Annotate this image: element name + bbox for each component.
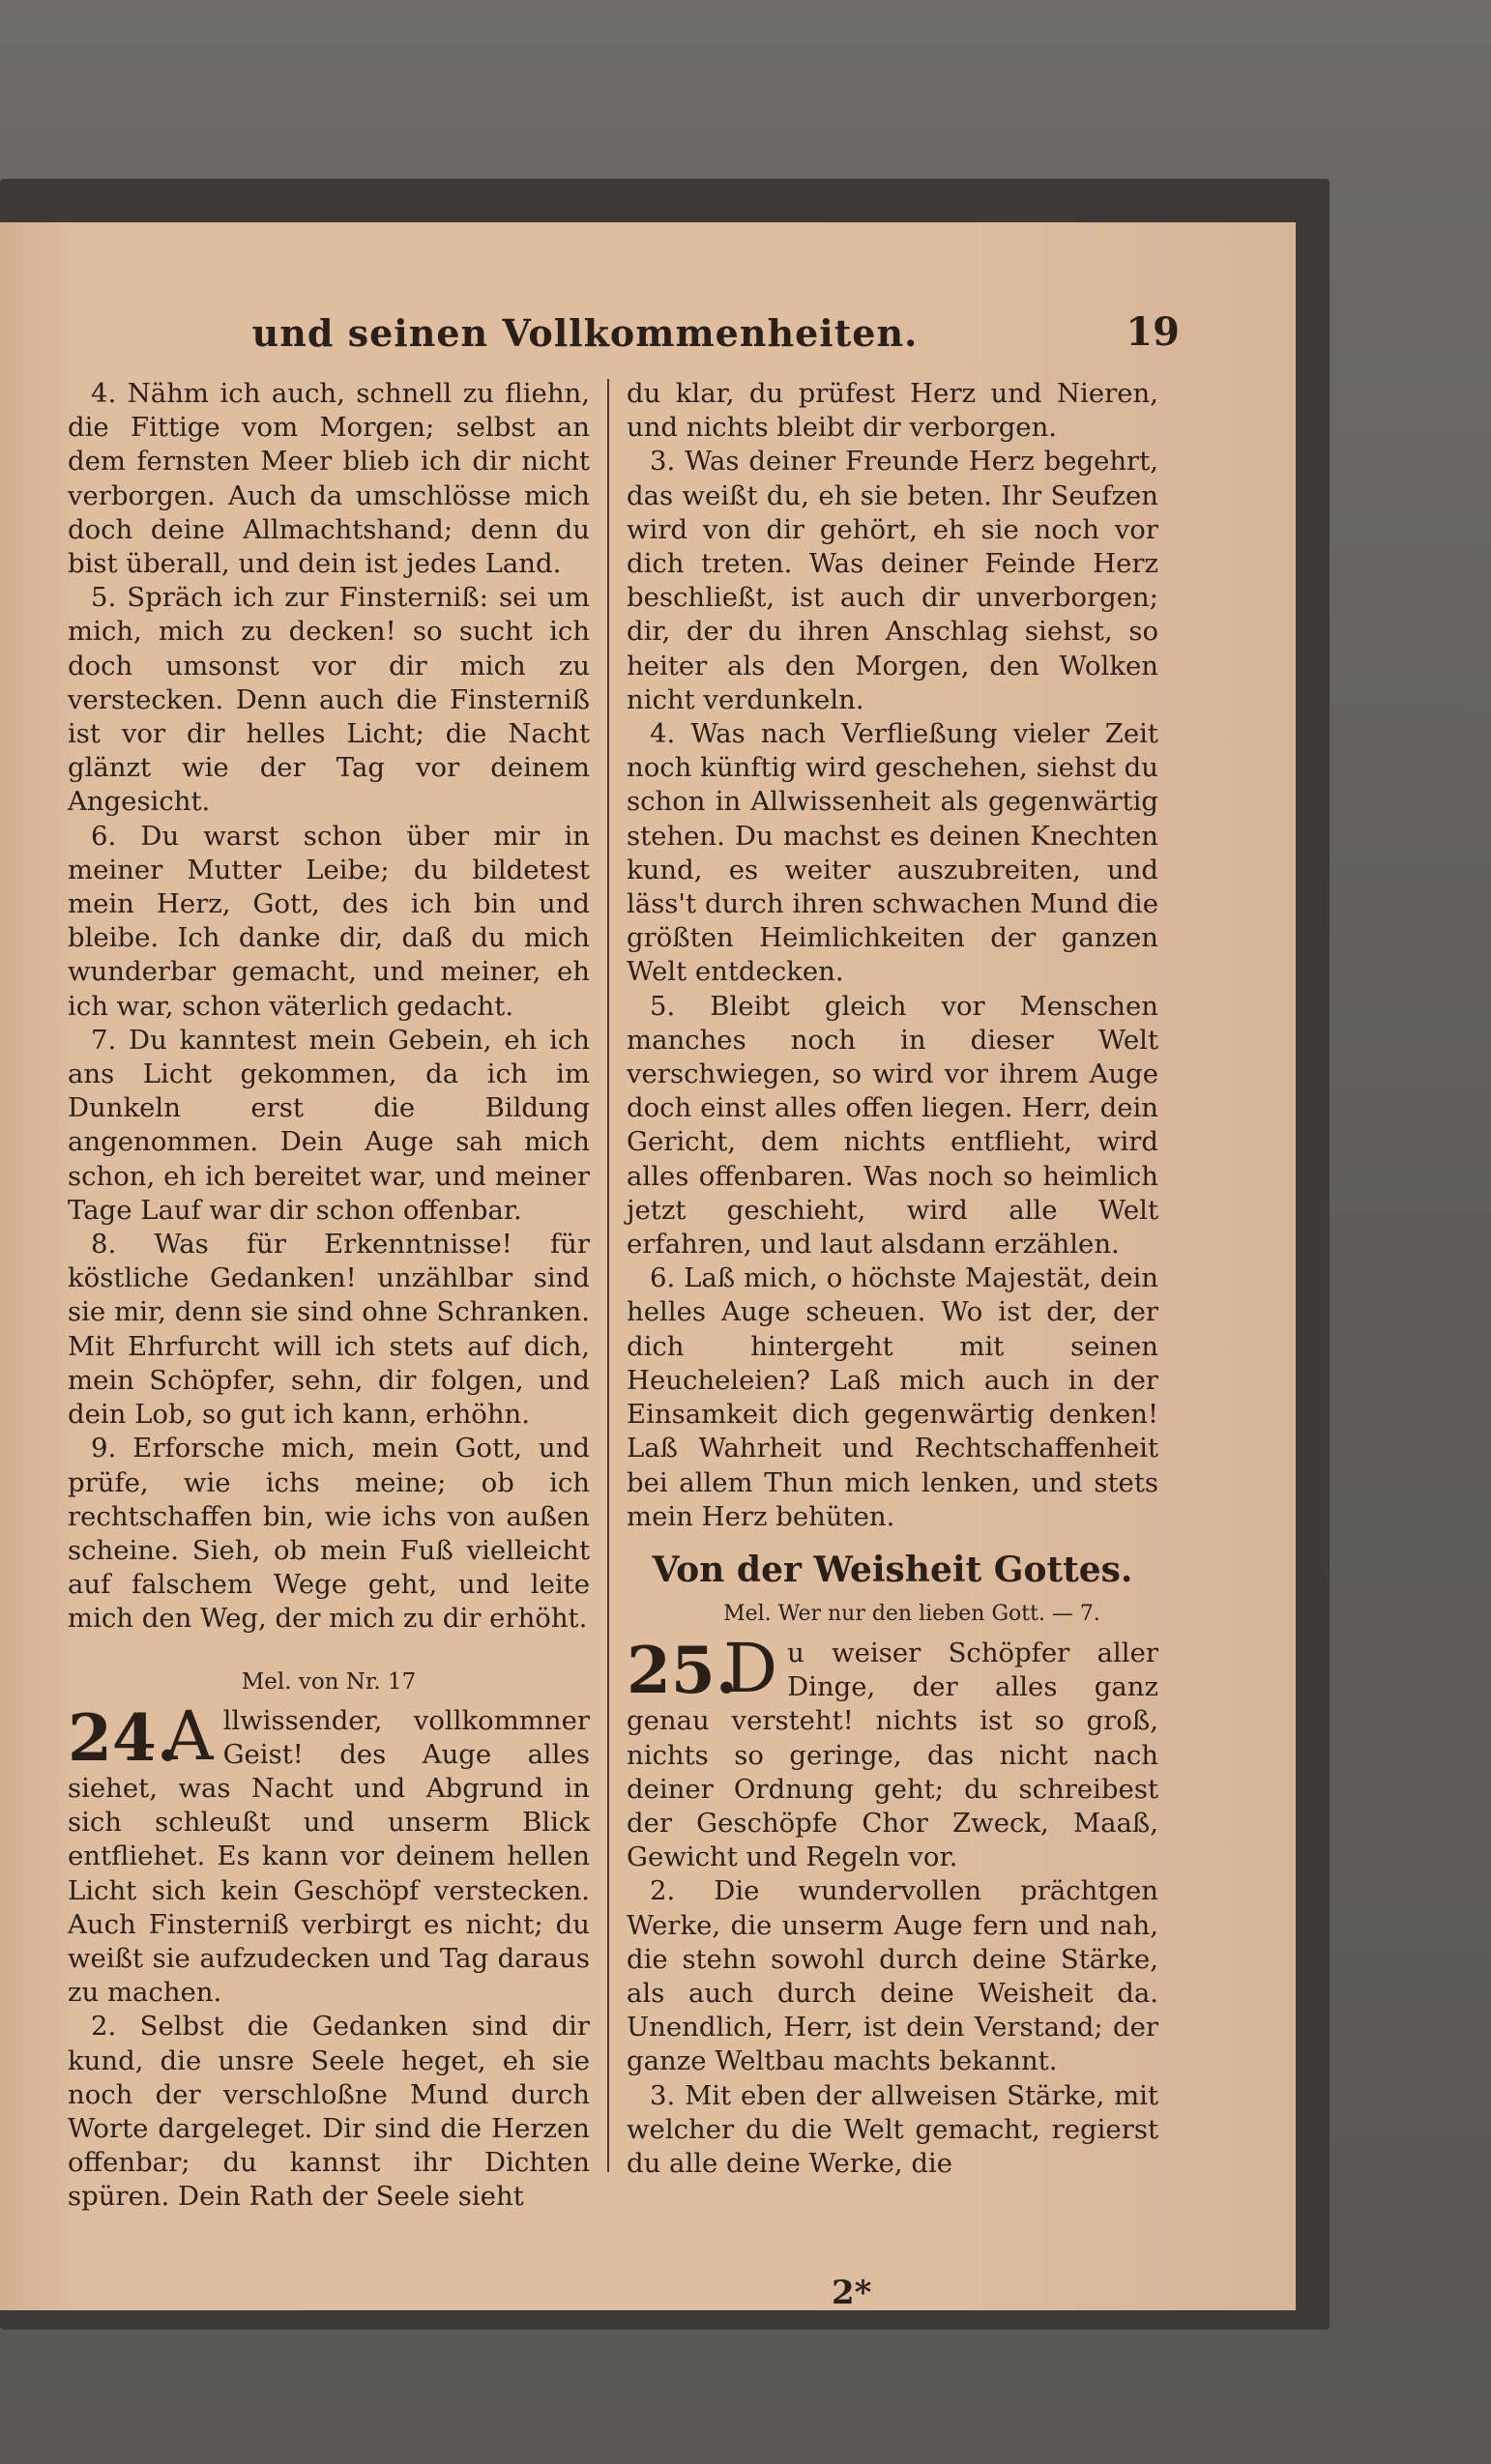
stanza-7: 7. Du kanntest mein Gebein, eh ich ans Licht gekommen, da ich im Dunkeln erst die Bildung angenommen. Dein Auge sah mich schon, eh ich bereitet war, und meiner Tage Lauf war dir schon offenbar. xyxy=(68,1024,590,1226)
stanza-6-right: 6. Laß mich, o höchste Majestät, dein helles Auge scheuen. Wo ist der, der dich hintergeht mit seinen Heucheleien? Laß mich auch in der Einsamkeit dich gegenwärtig denken! Laß Wahrheit und Rechtschaffenheit bei allem Thun mich lenken, und stets mein Herz behüten. xyxy=(627,1262,1158,1532)
page-number: 19 xyxy=(1126,309,1180,355)
running-title: und seinen Vollkommenheiten. xyxy=(251,311,919,355)
left-column xyxy=(68,377,590,2272)
stanza-9: 9. Erforsche mich, mein Gott, und prüfe, wie ichs meine; ob ich rechtschaffen bin, wie ichs von außen scheine. Sieh, ob mein Fuß vielleicht auf falschem Wege geht, und leite mich den Weg, der mich zu dir erhöht. xyxy=(68,1433,590,1635)
stanza-4: 4. Nähm ich auch, schnell zu fliehn, die Fittige vom Morgen; selbst an dem fernsten Meer blieb ich dir nicht verborgen. Auch da umschlösse mich doch deine Allmachtshand; denn du bist überall, und dein ist jedes Land. xyxy=(68,378,590,580)
column-divider xyxy=(607,379,609,2172)
stanza-4-right: 4. Was nach Verfließung vieler Zeit noch künftig wird geschehen, siehst du schon in Allwissenheit als gegenwärtig stehen. Du machst es deinen Knechten kund, es weiter auszubreiten, und läss't durch ihren schwachen Mund die größten Heimlichkeiten der ganzen Welt entdecken. xyxy=(627,718,1158,988)
stanza-continuation: du klar, du prüfest Herz und Nieren, und nichts bleibt dir verborgen. xyxy=(627,378,1158,444)
page-content xyxy=(68,300,1180,2291)
running-head xyxy=(68,300,1180,367)
hymn-24-stanza-2: 2. Selbst die Gedanken sind dir kund, die unsre Seele heget, eh sie noch der verschloßne Mund durch Worte dargeleget. Dir sind die Herzen offenbar; du kannst ihr Dichten spüren. Dein Rath der Seele sieht xyxy=(68,2011,590,2213)
hymn-24-heading xyxy=(68,1666,590,1698)
hymn-24-dropcap: A xyxy=(164,1696,214,1776)
stanza-8: 8. Was für Erkenntnisse! für köstliche Gedanken! unzählbar sind sie mir, denn sie sind ohne Schranken. Mit Ehrfurcht will ich stets auf dich, mein Schöpfer, sehn, dir folgen, und dein Lob, so gut ich kann, erhöhn. xyxy=(68,1229,590,1431)
hymn-25-stanza-2: 2. Die wundervollen prächtgen Werke, die unserm Auge fern und nah, die stehn sowohl durch deine Stärke, als auch durch deine Weisheit da. Unendlich, Herr, ist dein Verstand; der ganze Weltbau machts bekannt. xyxy=(627,1875,1158,2077)
book-page xyxy=(0,222,1296,2310)
hymn-24 xyxy=(68,1696,590,2011)
hymn-25-stanza-1: u weiser Schöpfer aller Dinge, der alles ganz genau versteht! nichts ist so groß, nichts so geringe, das nicht nach deiner Ordnung geht; du schreibest der Geschöpfe Chor Zweck, Maaß, Gewicht und Regeln vor. xyxy=(627,1637,1158,1873)
stanza-5: 5. Spräch ich zur Finsterniß: sei um mich, mich zu decken! so sucht ich doch umsonst vor dir mich zu verstecken. Denn auch die Finsterniß ist vor dir helles Licht; die Nacht glänzt wie der Tag vor deinem Angesicht. xyxy=(68,582,590,818)
hymn-25-dropcap: D xyxy=(723,1628,778,1708)
stanza-3: 3. Was deiner Freunde Herz begehrt, das weißt du, eh sie beten. Ihr Seufzen wird von dir gehört, eh sie noch vor dich treten. Was deiner Feinde Herz beschließt, ist auch dir unverborgen; dir, der du ihren Anschlag siehst, so heiter als den Morgen, den Wolken nicht verdunkeln. xyxy=(627,446,1158,715)
stanza-5-right: 5. Bleibt gleich vor Menschen manches noch in dieser Welt verschwiegen, so wird vor ihrem Auge doch einst alles offen liegen. Herr, dein Gericht, dem nichts entflieht, wird alles offenbaren. Was noch so heimlich jetzt geschieht, wird alle Welt erfahren, und laut alsdann erzählen. xyxy=(627,990,1158,1261)
hymn-25-stanza-3: 3. Mit eben der allweisen Stärke, mit welcher du die Welt gemacht, regierst du alle deine Werke, die xyxy=(627,2079,1158,2179)
hymn-24-number: 24. xyxy=(68,1699,179,1776)
section-title: Von der Weisheit Gottes. xyxy=(652,1549,1133,1590)
signature-mark: 2* xyxy=(832,2274,872,2312)
hymn-25-melody: Mel. Wer nur den lieben Gott. — 7. xyxy=(723,1601,1100,1626)
stanza-6: 6. Du warst schon über mir in meiner Mutter Leibe; du bildetest mein Herz, Gott, des ich bin und bleibe. Ich danke dir, daß du mich wunderbar gemacht, und meiner, eh ich war, schon väterlich gedacht. xyxy=(68,820,590,1022)
hymn-25 xyxy=(627,1628,1158,1874)
right-column xyxy=(627,377,1158,2272)
hymn-24-melody: Mel. von Nr. 17 xyxy=(241,1668,417,1695)
hymn-24-stanza-1: llwissender, vollkommner Geist! des Auge alles siehet, was Nacht und Abgrund in sich schleußt und unserm Blick entfliehet. Es kann vor deinem hellen Licht sich kein Geschöpf verstecken. Auch Finsterniß verbirgt es nicht; du weißt sie aufzudecken und Tag daraus zu machen. xyxy=(68,1704,590,2009)
hymn-25-number: 25. xyxy=(627,1632,738,1708)
